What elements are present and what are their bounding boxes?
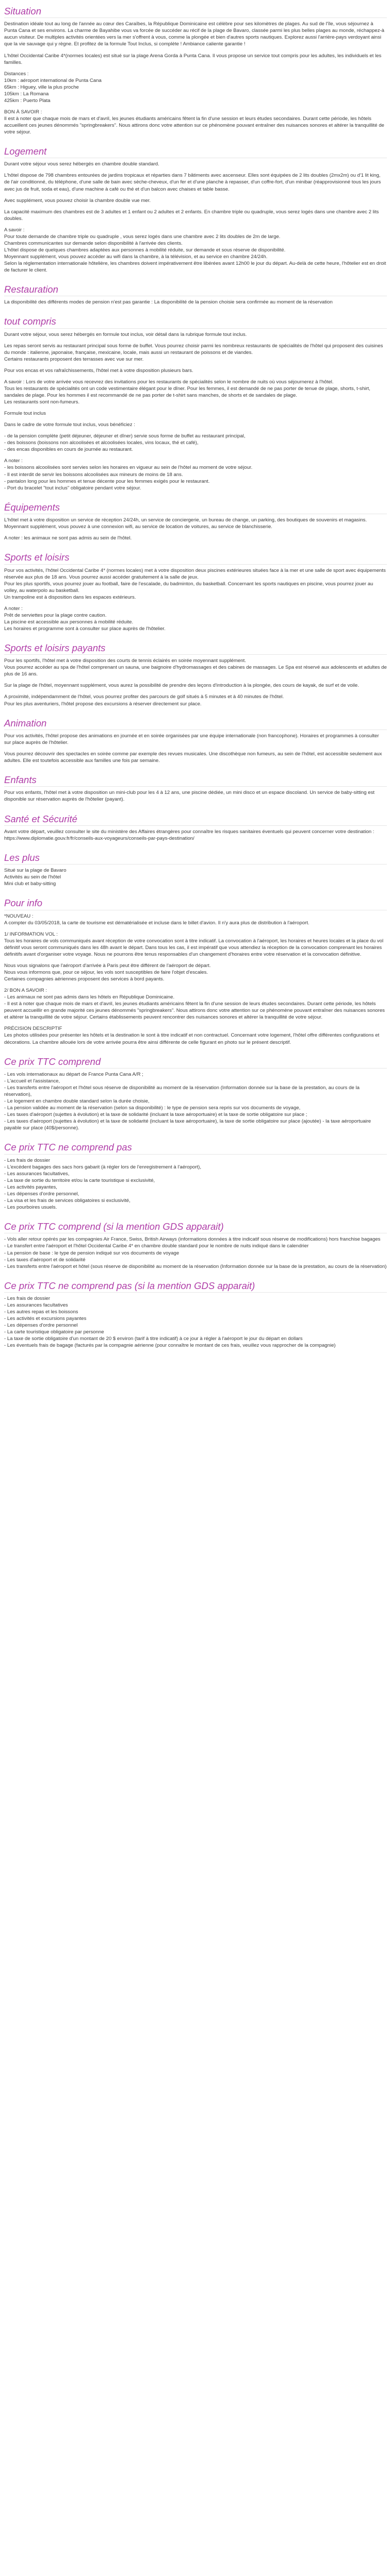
- section-4: [4, 496, 387, 541]
- section-paragraph: - Les vols internationaux au départ de France Punta Cana A/R ; - L'accueil et l'assistance, - Les transferts entre l'aéroport et l'hôtel sous réserve de disponibilité au moment de la réservation (Information donnée sur la base de la prestation, au cours de la réservation), - Le logement en chambre double standard selon la durée choisie, - La pension validée au moment de la réservation (selon sa disponibilité) : le type de pension sera repris sur vos documents de voyage, - Les taxes d'aéroport (sujettes à évolution) et la taxe de solidarité (incluant la taxe aéroportuaire) et la taxe de sortie obligatoire sur place ; - Les taxes d'aéroport (sujettes à évolution) et la taxe de solidarité (incluant la taxe aéroportuaire), la taxe de sortie obligatoire sur place (ajoutée) - la taxe aéroportuaire payable sur place (40$/personne).: [4, 1071, 371, 1131]
- section-paragraph: Pour vos encas et vos rafraîchissements, l'hôtel met à votre disposition plusieurs bars.: [4, 367, 193, 374]
- section-paragraph: PRÉCISION DESCRIPTIF Les photos utilisées pour présenter les hôtels et la destination le sont à titre indicatif et non contractuel. Concernant votre logement, l'hôtel offre différentes configurations et décorations. La chambre allouée lors de votre arrivée pourra être ainsi différente de celle figurant en photo sur le présent descriptif.: [4, 1026, 380, 1045]
- section-12: [4, 1050, 387, 1132]
- section-title: Restauration: [4, 284, 58, 295]
- section-paragraph: Pour vos enfants, l'hôtel met à votre disposition un mini-club pour les 4 à 12 ans, une piscine dédiée, un mini disco et un espace discoland. Un service de baby-sitting est disponible sur réservation auprès de l'hôtelier (payant).: [4, 790, 375, 803]
- section-title: Pour info: [4, 897, 43, 909]
- section-paragraph: Situé sur la plage de Bavaro Activités au sein de l'hôtel Mini club et baby-sitting: [4, 868, 67, 887]
- section-paragraph: - Vols aller retour opérés par les compagnies Air France, Swiss, British Airways (informations données à titre indicatif sous réserve de modifications) hors franchise bagages - Le transfert entre l'aéroport et l'hôtel Occidental Caribe 4* en chambre double standard pour le nombre de nuits indiqué dans le calendrier - La pension de base : le type de pension indiqué sur vos documents de voyage - Les taxes d'aéroport et de solidarité - Les transferts entre l'aéroport et hôtel (sous réserve de disponibilité au moment de la réservation (Information donnée sur la base de la prestation, au cours de la réservation): [4, 1236, 387, 1269]
- section-paragraph: - Les frais de dossier - L'excédent bagages des sacs hors gabarit (à régler lors de l'enregistrement à l'aéroport), - Les assurances facultatives, - La taxe de sortie du territoire et/ou la carte touristique si exclusivité, - Les activités payantes, - Les dépenses d'ordre personnel, - La visa et les frais de services obligatoires si exclusivité, - Les pourboires usuels.: [4, 1157, 201, 1211]
- section-11: [4, 892, 387, 1045]
- section-6: [4, 637, 387, 707]
- section-paragraph: A proximité, indépendamment de l'hôtel, vous pourrez profiter des parcours de golf situés à 5 minutes et à 40 minutes de l'hôtel. Pour les plus aventuriers, l'hôtel propose des excursions à réserver directement sur place.: [4, 694, 284, 707]
- section-8: [4, 769, 387, 803]
- section-paragraph: Avec supplément, vous pouvez choisir la chambre double vue mer.: [4, 197, 151, 204]
- section-divider: [4, 825, 387, 826]
- section-10: [4, 846, 387, 887]
- section-paragraph: Pour vos activités, l'hôtel propose des animations en journée et en soirée organisées par une équipe internationale (non francophone). Horaires et programmes à consulter sur place auprès de l'hôtelier.: [4, 733, 379, 745]
- section-paragraph: L'hôtel met à votre disposition un service de réception 24/24h, un service de conciergerie, un bureau de change, un parking, des boutiques de souvenirs et magasins. Moyennant supplément, vous pouvez à une connexion wifi, au service de location de voitures, au service de blanchisserie.: [4, 517, 367, 530]
- section-title: Situation: [4, 6, 41, 16]
- section-title: Ce prix TTC ne comprend pas: [4, 1142, 132, 1153]
- section-paragraph: 1/ INFORMATION VOL : Tous les horaires de vols communiqués avant réception de votre convocation sont à titre indicatif. La convocation à l'aéroport, les horaires et heures locales et la place du vol définitif vous seront communiqués dans les 48h avant le départ. Dans tous les cas, il est impératif que vous attendiez la réception de la convocation comprenant les horaires définitifs avant d'organiser votre voyage. Nous ne pourrons être tenus responsables d'un changement d'horaires entre votre réservation et la convocation définitive.: [4, 931, 384, 958]
- section-title: Sports et loisirs payants: [4, 642, 106, 653]
- section-paragraph: Dans le cadre de votre formule tout inclus, vous bénéficiez :: [4, 422, 135, 428]
- section-divider: [4, 1154, 387, 1155]
- section-title: Équipements: [4, 501, 60, 513]
- section-3: [4, 310, 387, 491]
- section-paragraph: A noter : les animaux ne sont pas admis au sein de l'hôtel.: [4, 535, 132, 541]
- section-5: [4, 546, 387, 632]
- section-paragraph: Pour vos activités, l'hôtel Occidental Caribe 4* (normes locales) met à votre disposition deux piscines extérieures situées face à la mer et une salle de sport avec équipements réservée aux plus de 18 ans. Vous pourrez aussi accéder gratuitement à la salle de jeux. Pour les plus sportifs, vous pourrez jouer au football, faire de l'escalade, du badminton, du basketball. Concernant les sports nautiques en piscine, vous pourrez jouer au volley, au waterpolo au basketball. Un trampoline est à disposition dans les espaces extérieurs.: [4, 567, 386, 600]
- section-title: Ce prix TTC ne comprend pas (si la mention GDS apparait): [4, 1280, 255, 1291]
- section-paragraph: Avant votre départ, veuillez consulter le site du ministère des Affaires étrangères pour connaître les risques sanitaires éventuels qui peuvent concerner votre destination : https://www.diplomatie.gouv.fr/fr/conseils-aux-voyageurs/conseils-par-pays-destination/: [4, 828, 374, 841]
- section-paragraph: Vous pourrez découvrir des spectacles en soirée comme par exemple des revues musicales. Une discothèque non fumeurs, au sein de l'hôtel, est accessible seulement aux adultes. Elle est toutefois accessible aux familles une fois par semaine.: [4, 751, 382, 764]
- section-paragraph: Distances : 10km : aéroport international de Punta Cana 65km : Higuey, ville la plus proche 105km : La Romana 425km : Puerto Plata: [4, 71, 102, 104]
- section-title: Ce prix TTC comprend (si la mention GDS apparait): [4, 1221, 224, 1232]
- section-title: tout compris: [4, 316, 56, 327]
- section-13: [4, 1136, 387, 1211]
- section-1: [4, 140, 387, 274]
- section-paragraph: 2/ BON A SAVOIR : - Les animaux ne sont pas admis dans les hôtels en République Dominicaine. - Il est à noter que chaque mois de mars et d'avril, les jeunes étudiants américains fêtent la fin d'une session de leurs études secondaires. Durant cette période, les hôtels peuvent accueillir en grande majorité ces jeunes dénommés "springbreakers". Nous attirons donc votre attention sur ce phénomène pouvant entraîner des nuisances sonores et altérer la tranquillité de votre séjour. Certains établissements peuvent rencontrer des nuisances sonores et altérer la tranquillité de votre séjour.: [4, 988, 385, 1021]
- section-paragraph: Durant votre séjour, vous serez hébergés en formule tout inclus, voir détail dans la rubrique formule tout inclus.: [4, 331, 247, 337]
- section-paragraph: - Les frais de dossier - Les assurances facultatives - Les autres repas et les boissons - Les activités et excursions payantes - Les dépenses d'ordre personnel - La carte touristique obligatoire par personne - La taxe de sortie obligatoire d'un montant de 20 $ environ (tarif à titre indicatif) à ce jour à régler à l'aéroport le jour du départ en dollars - Les éventuels frais de bagage (facturés par la compagnie aérienne (pour connaître le montant de ces frais, veuillez vous rapprocher de la compagnie): [4, 1295, 336, 1349]
- section-2: [4, 278, 387, 306]
- section-paragraph: L'hôtel dispose de 798 chambres entourées de jardins tropicaux et réparties dans 7 bâtiments avec ascenseur. Elles sont équipées de 2 lits doubles (2mx2m) ou d'1 lit king, de l'air conditionné, du téléphone, d'une salle de bain avec sèche-cheveux, d'un fer et d'une planche à repasser, d'un coffre-fort, d'un minibar (réapprovisionné tous les jours avec jus de fruit, soda et eau), d'une machine à café ou thé et d'un balcon avec chaises et table basse.: [4, 173, 381, 192]
- section-0: [4, 0, 387, 135]
- section-paragraph: Destination idéale tout au long de l'année au cœur des Caraïbes, la République Dominicaine est célèbre pour ses kilomètres de plages. Au sud de l'île, vous séjournez à Punta Cana et ses environs. La charme de Bayahibe vous va forcée de succéder au récif de la plage de Bavaro, classée parmi les plus belles plages au monde, réchappez-à aucun visiteur. De multiples activités orientées vers la mer s'offrent à vous, comme la plongée et bien d'autres sports nautiques. Explorez aussi l'arrière-pays verdoyant ainsi que la vie sauvage qui y règne. Et profitez de la formule Tout Inclus, si complète ! Ambiance caliente garantie !: [4, 21, 385, 47]
- section-paragraph: La capacité maximum des chambres est de 3 adultes et 1 enfant ou 2 adultes et 2 enfants. En chambre triple ou quadruple, vous serez logés dans une chambre avec 2 lits doubles.: [4, 209, 379, 222]
- section-9: [4, 808, 387, 842]
- section-paragraph: A savoir : Pour toute demande de chambre triple ou quadruple , vous serez logés dans une chambre avec 2 lits doubles de 2m de large. Chambres communicantes sur demande selon disponibilité à l'arrivée des clients. L'hôtel dispose de quelques chambres adaptées aux personnes à mobilité réduite, sur demande et sous réserve de disponibilité. Moyennant supplément, vous pouvez accéder au wifi dans la chambre, à la télévision, et au service en chambre 24/24h. Selon la réglementation internationale hôtelière, les chambres doivent impérativement être libérées avant 12h00 le jour du départ. Au-delà de cette heure, l'hôtelier est en droit de facturer le client.: [4, 227, 386, 273]
- section-title: Animation: [4, 717, 47, 728]
- section-paragraph: - de la pension complète (petit déjeuner, déjeuner et dîner) servie sous forme de buffet au restaurant principal, - des boissons (boissons non alcoolisées et alcoolisées locales, vins locaux, thé et café), - des encas disponibles en cours de journée au restaurant.: [4, 433, 246, 453]
- section-7: [4, 712, 387, 765]
- section-paragraph: Pour les sportifs, l'hôtel met à votre disposition des courts de tennis éclairés en soirée moyennant supplément. Vous pourrez accéder au spa de l'hôtel comprenant un sauna, une baignoire d'hydromassages et des cabines de massages. Le Spa est réservé aux adolescents et adultes de plus de 16 ans.: [4, 658, 387, 677]
- section-divider: [4, 654, 387, 655]
- section-paragraph: Durant votre séjour vous serez hébergés en chambre double standard.: [4, 161, 159, 167]
- section-paragraph: A noter : Prêt de serviettes pour la plage contre caution. La piscine est accessible aux personnes à mobilité réduite. Les horaires et programme sont à consulter sur place auprès de l'hôtelier.: [4, 605, 166, 632]
- section-divider: [4, 1292, 387, 1293]
- section-paragraph: Les repas seront servis au restaurant principal sous forme de buffet. Vous pourrez choisir parmi les nombreux restaurants de spécialités de l'hôtel qui proposent des cuisines du monde : italienne, japonaise, française, mexicaine, locale, mais aussi un restaurant de poissons et de viandes. Certains restaurants proposent des terrasses avec vue sur mer.: [4, 343, 383, 362]
- section-title: Santé et Sécurité: [4, 813, 77, 824]
- section-paragraph: A noter : - les boissons alcoolisées sont servies selon les horaires en vigueur au sein de l'hôtel au moment de votre séjour. - Il est interdit de servir les boissons alcoolisées aux mineurs de moins de 18 ans. - pantalon long pour les hommes et tenue décente pour les femmes exigés pour le restaurant. - Port du bracelet "tout inclus" obligatoire pendant votre séjour.: [4, 458, 253, 491]
- section-paragraph: Nous vous signalons que l'aéroport d'arrivée à Paris peut être différent de l'aéroport de départ. Nous vous informons que, pour ce séjour, les vols sont susceptibles de faire l'objet d'escales. Certaines compagnies aériennes proposent des services à bord payants.: [4, 963, 211, 982]
- section-paragraph: *NOUVEAU : A compter du 03/05/2018, la carte de tourisme est dématérialisée et incluse dans le billet d'avion. Il n'y aura plus de distribution à l'aéroport.: [4, 913, 309, 926]
- section-divider: [4, 1068, 387, 1069]
- section-paragraph: Formule tout inclus: [4, 411, 46, 417]
- section-paragraph: L'hôtel Occidental Caribe 4*(normes locales) est situé sur la plage Arena Gorda à Punta Cana. Il vous propose un service tout compris pour les adultes, les individuels et les familles.: [4, 53, 382, 65]
- section-15: [4, 1275, 387, 1349]
- section-paragraph: Sur la plage de l'hôtel, moyennant supplément, vous aurez la possibilité de prendre des leçons d'introduction à la plongée, des cours de kayak, de surf et de voile.: [4, 683, 359, 689]
- section-title: Les plus: [4, 852, 40, 863]
- section-title: Ce prix TTC comprend: [4, 1056, 101, 1067]
- section-divider: [4, 864, 387, 865]
- section-paragraph: BON À SAVOIR : Il est à noter que chaque mois de mars et d'avril, les jeunes étudiants américains fêtent la fin d'une session et leurs études secondaires. Durant cette période, les hôtels accueillent ces jeunes dénommés "springbreakers". Nous attirons donc votre attention sur ce phénomène pouvant entraîner des nuisances sonores et altérer la tranquillité de votre séjour.: [4, 109, 384, 135]
- section-paragraph: A savoir : Lors de votre arrivée vous recevrez des invitations pour les restaurants de spécialités selon le nombre de nuits où vous séjournerez à l'hôtel. Tous les restaurants de spécialités ont un code vestimentaire élégant pour le dîner. Pour les femmes, il est demandé de ne pas porter de tenue de plage, shorts, t-shirt, sandales de plage. Pour les hommes il est recommandé de ne pas porter de t-shirt sans manches, de shorts et de sandales de plage. Les restaurants sont non-fumeurs.: [4, 379, 370, 405]
- section-divider: [4, 564, 387, 565]
- section-14: [4, 1215, 387, 1270]
- section-divider: [4, 786, 387, 787]
- section-title: Logement: [4, 146, 47, 157]
- section-title: Enfants: [4, 774, 37, 786]
- section-paragraph: La disponibilité des différents modes de pension n'est pas garantie : La disponibilité de la pension choisie sera confirmée au moment de la réservation: [4, 299, 333, 306]
- section-divider: [4, 328, 387, 329]
- section-title: Sports et loisirs: [4, 552, 70, 563]
